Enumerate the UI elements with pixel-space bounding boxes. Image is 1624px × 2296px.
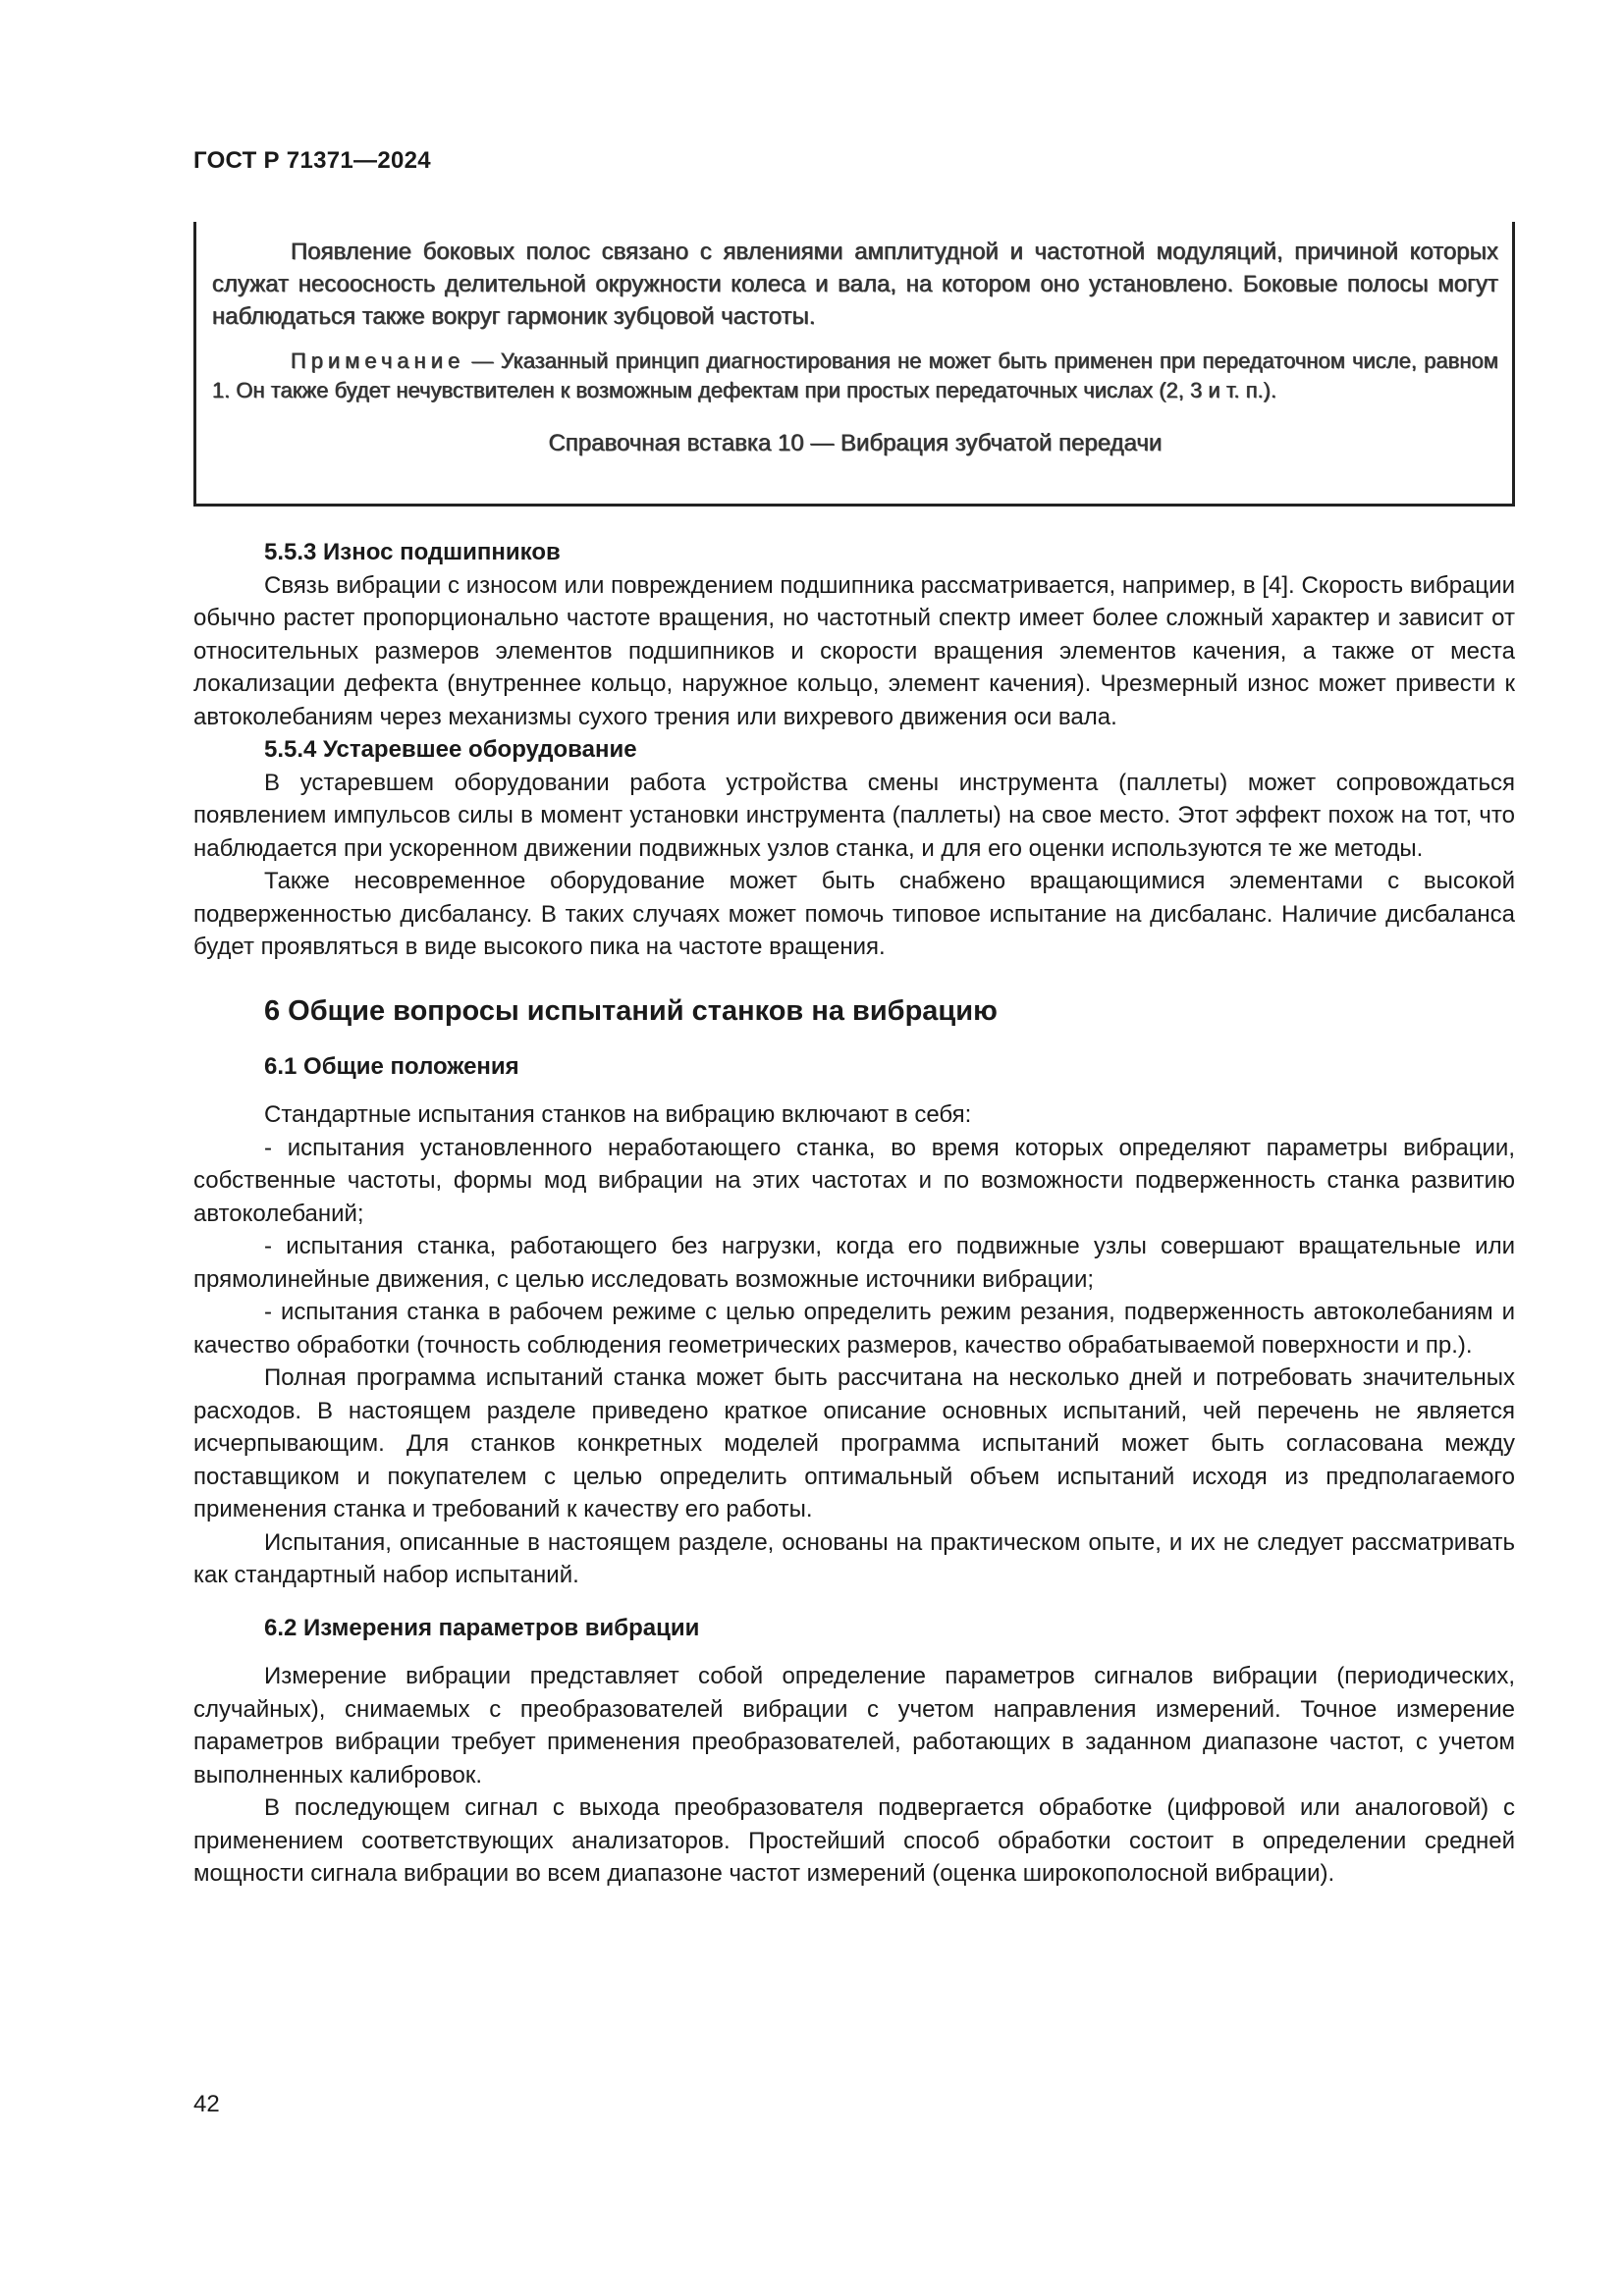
reference-inset-box xyxy=(193,222,1515,507)
section-5-5-3-paragraph: Связь вибрации с износом или повреждением подшипника рассматривается, например, в [4]. Скорость вибрации обычно растет пропорционально частоте вращения, но частотный спектр имеет более сложный характер и зависит от относительных размеров элементов подшипников и скорости вращения элементов качения, а также от места локализации дефекта (внутреннее кольцо, наружное кольцо, элемент качения). Чрезмерный износ может привести к автоколебаниям через механизмы сухого трения или вихревого движения оси вала. xyxy=(193,571,1515,730)
section-6-1-paragraph-3: - испытания станка, работающего без нагрузки, когда его подвижные узлы совершают вращательные или прямолинейные движения, с целью исследовать возможные источники вибрации; xyxy=(193,1233,1515,1293)
section-5-5-4-paragraph-2: Также несовременное оборудование может быть снабжено вращающимися элементами с высокой подверженностью дисбалансу. В таких случаях может помочь типовое испытание на дисбаланс. Наличие дисбаланса будет проявляться в виде высокого пика на частоте вращения. xyxy=(193,868,1515,960)
inset-paragraph: Появление боковых полос связано с явлениями амплитудной и частотной модуляций, причиной которых служат несоосность делительной окружности колеса и вала, на котором оно установлено. Боковые полосы могут наблюдаться также вокруг гармоник зубцовой частоты. xyxy=(212,239,1498,330)
main-content xyxy=(193,536,1515,1891)
section-6-1-paragraph-2: - испытания установленного неработающего станка, во время которых определяют параметры вибрации, собственные частоты, формы мод вибрации на этих частотах и по возможности подверженность станка развитию автоколебаний; xyxy=(193,1134,1515,1227)
page-number: 42 xyxy=(193,2091,220,2117)
section-6-2-paragraph-1: Измерение вибрации представляет собой определение параметров сигналов вибрации (периодических, случайных), снимаемых с преобразователей вибрации с учетом направления измерений. Точное измерение параметров вибрации требует применения преобразователей, работающих в заданном диапазоне частот, с учетом выполненных калибровок. xyxy=(193,1663,1515,1789)
section-6-2-title: 6.2 Измерения параметров вибрации xyxy=(264,1614,700,1641)
section-6-1-paragraph-5: Полная программа испытаний станка может быть рассчитана на несколько дней и потребовать значительных расходов. В настоящем разделе приведено краткое описание основных испытаний, чей перечень не является исчерпывающим. Для станков конкретных моделей программа испытаний может быть согласована между поставщиком и покупателем с целью определить оптимальный объем испытаний исходя из предполагаемого применения станка и требований к качеству его работы. xyxy=(193,1364,1515,1522)
section-6-1-paragraph-6: Испытания, описанные в настоящем разделе, основаны на практическом опыте, и их не следует рассматривать как стандартный набор испытаний. xyxy=(193,1528,1515,1588)
section-5-5-4-title: 5.5.4 Устаревшее оборудование xyxy=(264,736,637,763)
inset-note xyxy=(212,347,1498,405)
section-6-1-title: 6.1 Общие положения xyxy=(264,1052,519,1080)
section-5-5-4-paragraph-1: В устаревшем оборудовании работа устройства смены инструмента (паллеты) может сопровождаться появлением импульсов силы в момент установки инструмента (паллеты) на свое место. Этот эффект похож на тот, что наблюдается при ускоренном движении подвижных узлов станка, и для его оценки используются те же методы. xyxy=(193,769,1515,862)
section-6-2-paragraph-2: В последующем сигнал с выхода преобразователя подвергается обработке (цифровой или аналоговой) с применением соответствующих анализаторов. Простейший способ обработки состоит в определении средней мощности сигнала вибрации во всем диапазоне частот измерений (оценка широкополосной вибрации). xyxy=(193,1794,1515,1887)
note-label: Примечание xyxy=(291,348,465,373)
section-5-5-3-title: 5.5.3 Износ подшипников xyxy=(264,539,561,565)
section-6-1-paragraph-1: Стандартные испытания станков на вибрацию включают в себя: xyxy=(264,1101,972,1128)
note-text: — Указанный принцип диагностирования не может быть применен при передаточном числе, равном 1. Он также будет нечувствителен к возможным дефектам при простых передаточных числах (2, 3 и т. п.). xyxy=(212,348,1498,402)
section-6-title: 6 Общие вопросы испытаний станков на вибрацию xyxy=(264,994,998,1027)
section-6-1-paragraph-4: - испытания станка в рабочем режиме с целью определить режим резания, подверженность автоколебаниям и качество обработки (точность соблюдения геометрических размеров, качество обрабатываемой поверхности и пр.). xyxy=(193,1299,1515,1359)
inset-caption: Справочная вставка 10 — Вибрация зубчатой передачи xyxy=(548,430,1163,456)
document-header: ГОСТ Р 71371—2024 xyxy=(193,147,431,174)
